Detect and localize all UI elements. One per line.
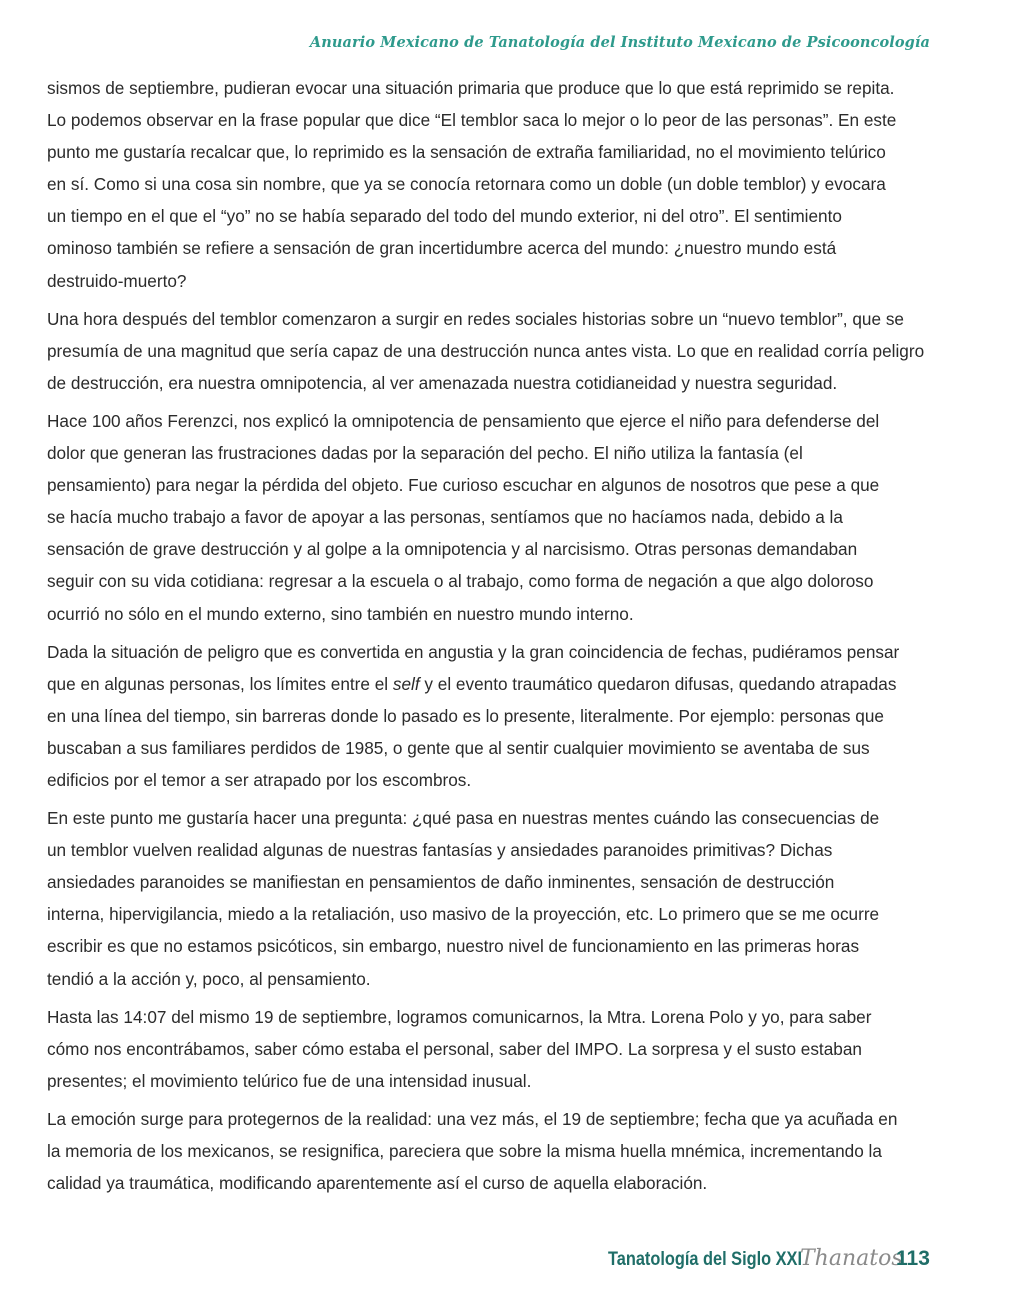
paragraph	[47, 303, 995, 399]
page-number: 113	[896, 1247, 930, 1270]
text-line: presumía de una magnitud que sería capaz de una destrucción nunca antes vista. Lo que en realidad corría peligro	[47, 340, 925, 361]
text-line: un tiempo en el que el “yo” no se había separado del todo del mundo exterior, ni del otro”. El sentimiento	[47, 206, 842, 227]
text-line: Hasta las 14:07 del mismo 19 de septiembre, logramos comunicarnos, la Mtra. Lorena Polo y yo, para saber	[47, 1006, 872, 1027]
text-line: de destrucción, era nuestra omnipotencia, al ver amenazada nuestra cotidianeidad y nuestra seguridad.	[47, 372, 838, 393]
text-line: Hace 100 años Ferenzci, nos explicó la omnipotencia de pensamiento que ejerce el niño para defenderse del	[47, 410, 880, 431]
italic-term: self	[392, 673, 420, 694]
text-line: destruido-muerto?	[47, 270, 187, 291]
paragraph	[47, 405, 995, 630]
page-footer	[608, 1246, 930, 1271]
paragraph	[47, 802, 995, 995]
text-fragment: y el evento traumático quedaron difusas, quedando atrapadas	[419, 673, 897, 694]
text-line: Dada la situación de peligro que es convertida en angustia y la gran coincidencia de fechas, pudiéramos pensar	[47, 641, 900, 662]
text-line: dolor que generan las frustraciones dadas por la separación del pecho. El niño utiliza la fantasía (el	[47, 443, 803, 464]
text-line: ansiedades paranoides se manifiestan en pensamientos de daño inminentes, sensación de destrucción	[47, 872, 835, 893]
text-line: ominoso también se refiere a sensación de gran incertidumbre acerca del mundo: ¿nuestro mundo está	[47, 238, 837, 259]
paragraph	[47, 636, 995, 796]
text-line: presentes; el movimiento telúrico fue de una intensidad inusual.	[47, 1070, 532, 1091]
thanatos-logo: Thanatos	[800, 1246, 903, 1271]
text-line: en sí. Como si una cosa sin nombre, que ya se conocía retornara como un doble (un doble temblor) y evocara	[47, 174, 886, 195]
text-line: interna, hipervigilancia, miedo a la retaliación, uso masivo de la proyección, etc. Lo primero que se me ocurre	[47, 904, 880, 925]
text-line: punto me gustaría recalcar que, lo reprimido es la sensación de extraña familiaridad, no el movimiento telúrico	[47, 142, 886, 163]
journal-name: Tanatología del Siglo XXI	[608, 1249, 802, 1270]
text-line	[47, 668, 995, 700]
text-line: Lo podemos observar en la frase popular que dice “El temblor saca lo mejor o lo peor de las personas”. En este	[47, 110, 897, 131]
text-line: tendió a la acción y, poco, al pensamiento.	[47, 968, 371, 989]
running-header: Anuario Mexicano de Tanatología del Instituto Mexicano de Psicooncología	[309, 34, 930, 51]
text-fragment: que en algunas personas, los límites entre el	[47, 673, 393, 694]
text-line: buscaban a sus familiares perdidos de 1985, o gente que al sentir cualquier movimiento se aventaba de sus	[47, 737, 870, 758]
text-line: en una línea del tiempo, sin barreras donde lo pasado es lo presente, literalmente. Por ejemplo: personas que	[47, 705, 884, 726]
text-line: calidad ya traumática, modificando aparentemente así el curso de aquella elaboración.	[47, 1173, 708, 1194]
text-line: En este punto me gustaría hacer una pregunta: ¿qué pasa en nuestras mentes cuándo las consecuencias de	[47, 808, 880, 829]
paragraph	[47, 1001, 995, 1097]
text-line: la memoria de los mexicanos, se resignifica, pareciera que sobre la misma huella mnémica, incrementando la	[47, 1141, 882, 1161]
text-line: Una hora después del temblor comenzaron a surgir en redes sociales historias sobre un “nuevo temblor”, que se	[47, 308, 904, 329]
text-line: pensamiento) para negar la pérdida del objeto. Fue curioso escuchar en algunos de nosotros que pese a que	[47, 475, 880, 496]
text-line: La emoción surge para protegernos de la realidad: una vez más, el 19 de septiembre; fecha que ya acuñada en	[47, 1108, 898, 1129]
text-line: edificios por el temor a ser atrapado por los escombros.	[47, 769, 472, 790]
text-line: cómo nos encontrábamos, saber cómo estaba el personal, saber del IMPO. La sorpresa y el susto estaban	[47, 1038, 862, 1059]
text-line: se hacía mucho trabajo a favor de apoyar a las personas, sentíamos que no hacíamos nada, debido a la	[47, 507, 843, 528]
paragraph	[47, 1103, 995, 1199]
paragraph	[47, 72, 995, 297]
text-line: un temblor vuelven realidad algunas de nuestras fantasías y ansiedades paranoides primitivas? Dichas	[47, 840, 833, 861]
text-line: escribir es que no estamos psicóticos, sin embargo, nuestro nivel de funcionamiento en las primeras horas	[47, 936, 860, 957]
text-line: ocurrió no sólo en el mundo externo, sino también en nuestro mundo interno.	[47, 603, 634, 624]
text-line: sismos de septiembre, pudieran evocar una situación primaria que produce que lo que está reprimido se repita.	[47, 78, 895, 98]
text-line: sensación de grave destrucción y al golpe a la omnipotencia y al narcisismo. Otras personas demandaban	[47, 539, 858, 560]
text-line: seguir con su vida cotidiana: regresar a la escuela o al trabajo, como forma de negación a que algo doloroso	[47, 571, 874, 592]
article-body	[47, 72, 995, 1205]
